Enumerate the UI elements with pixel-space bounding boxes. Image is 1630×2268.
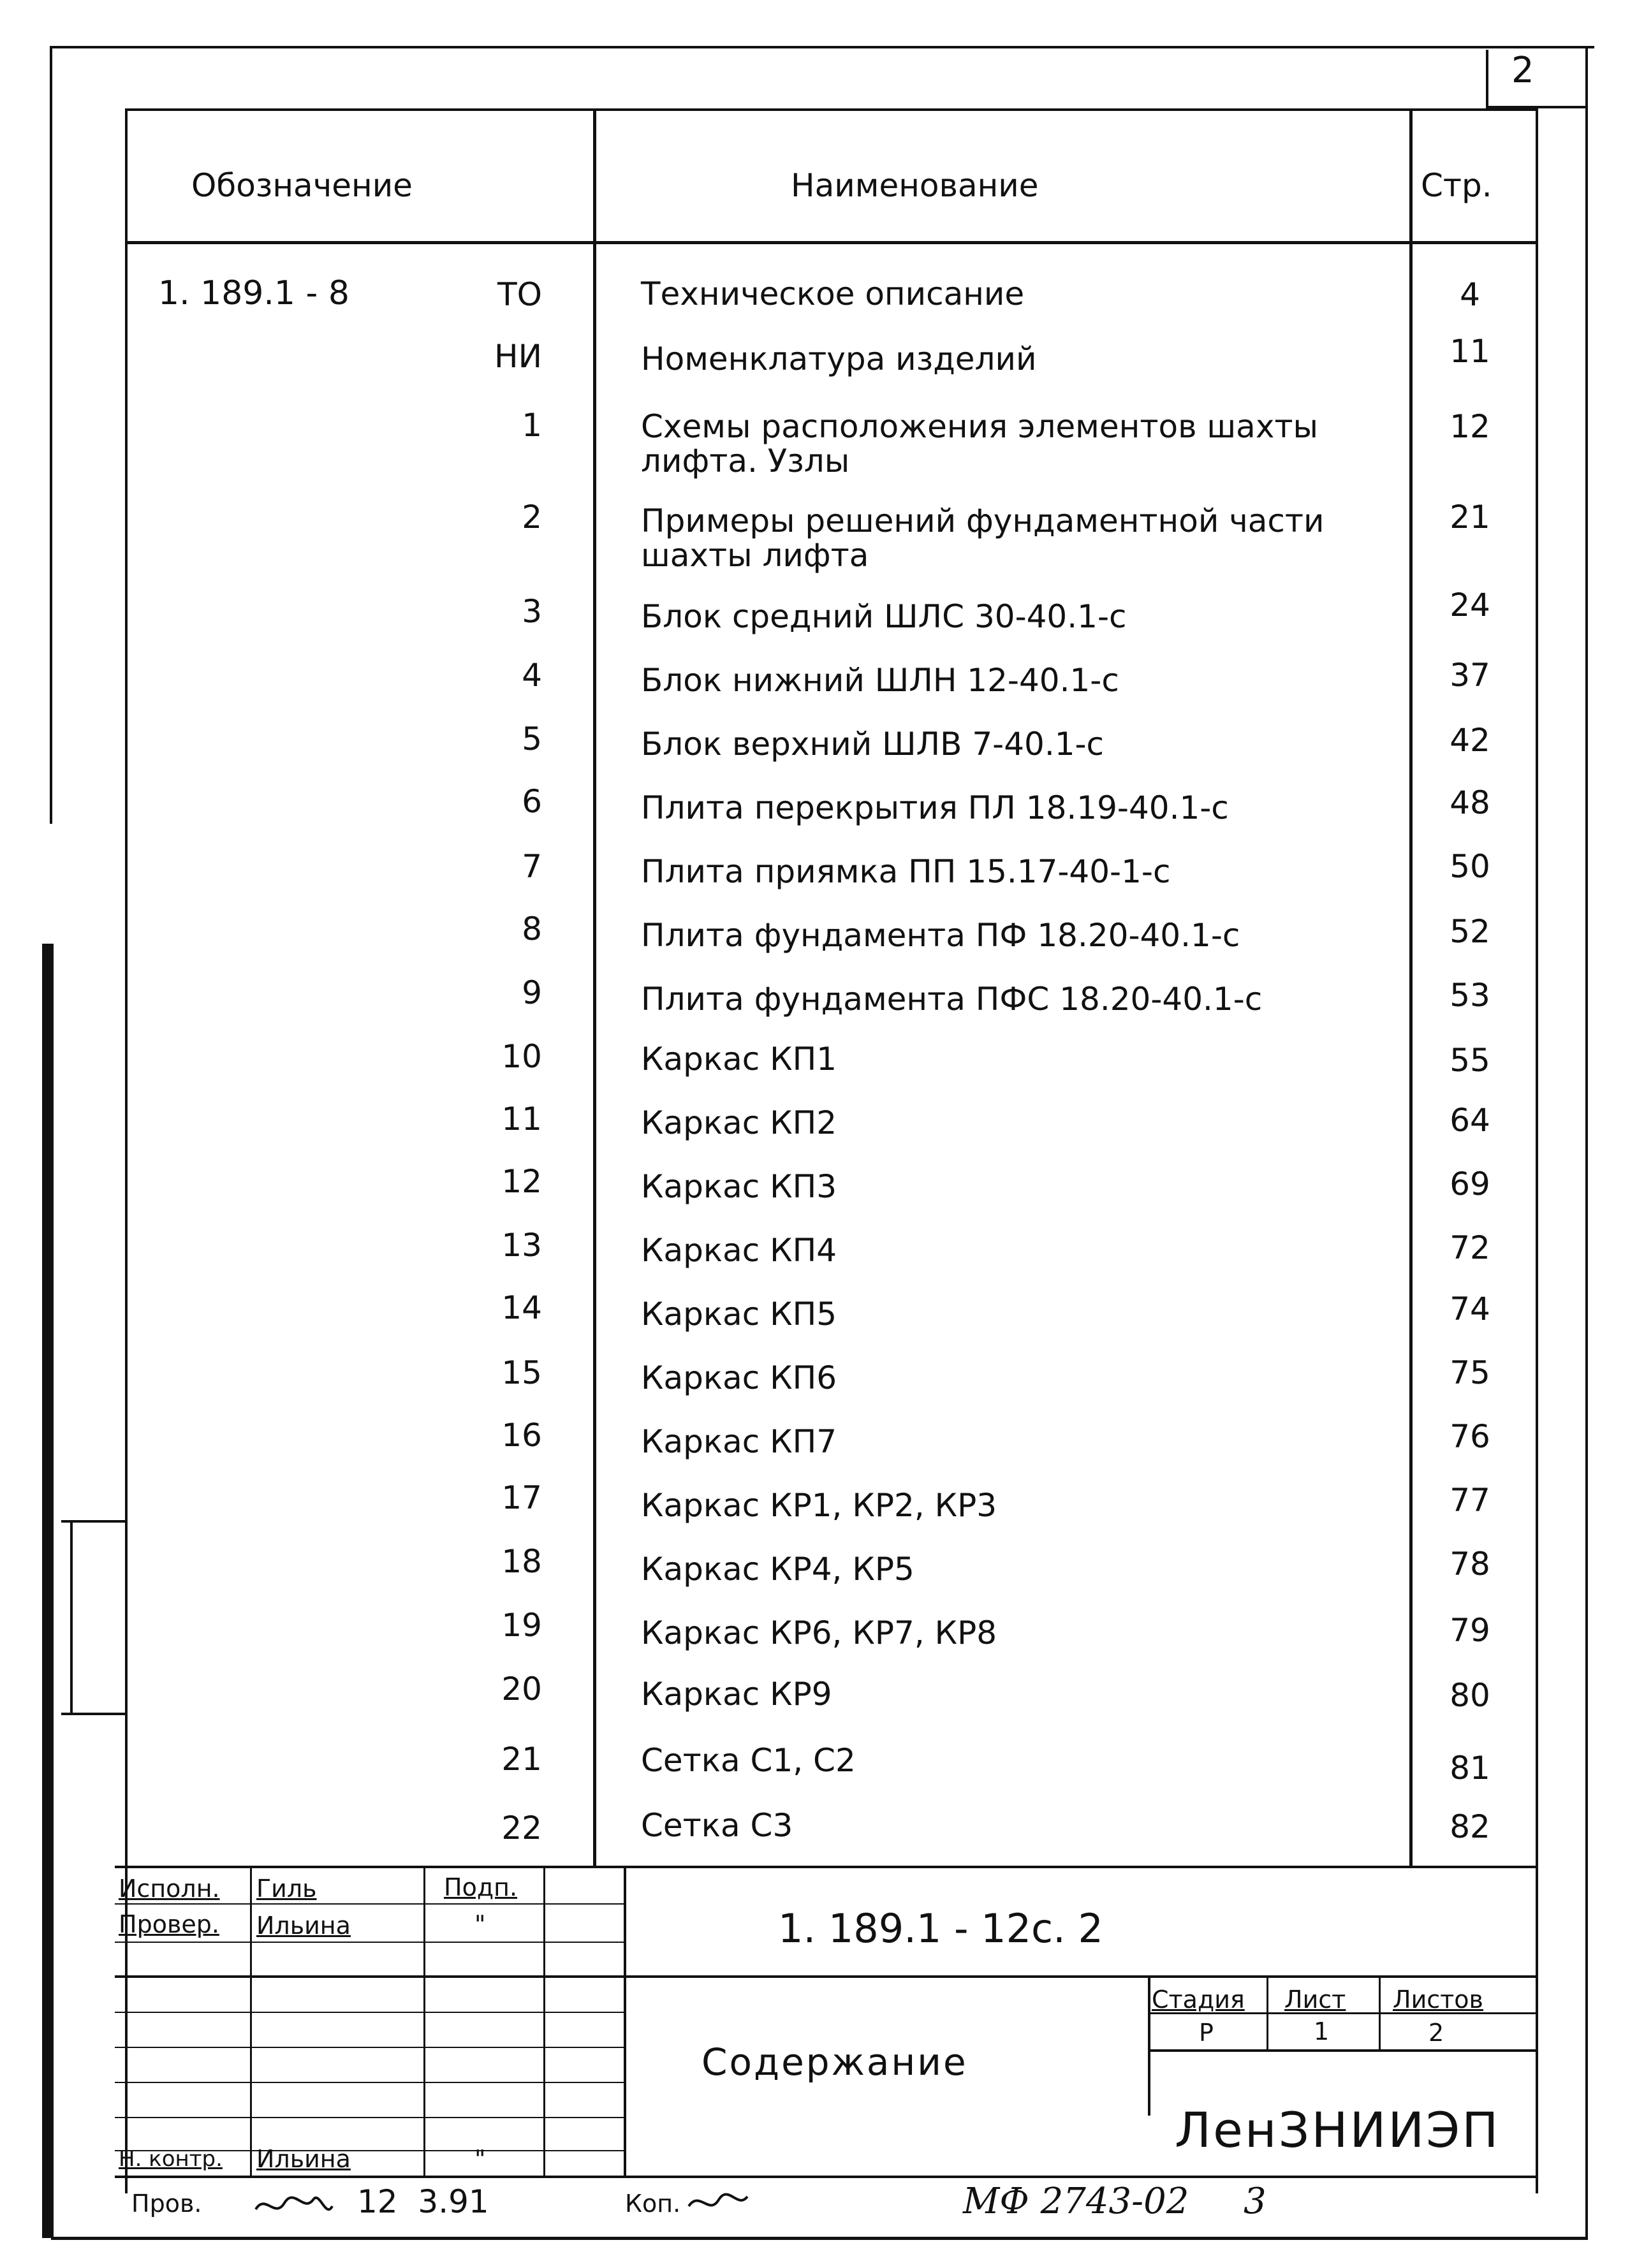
sheets-value: 2 — [1428, 2019, 1444, 2047]
row-name: Схемы расположения элементов шахты лифта. Узлы — [641, 408, 1319, 479]
outer-bottom-border — [51, 2237, 1588, 2240]
role-checker: Провер. — [119, 1910, 219, 1938]
titleblock-col2 — [423, 1866, 425, 2178]
titleblock-bottom — [115, 2176, 1538, 2178]
copy-signature — [684, 2181, 760, 2225]
row-number: 12 — [501, 1163, 542, 1200]
row-name: Блок нижний ШЛН 12-40.1-с — [641, 662, 1119, 699]
col-sep-designation — [593, 108, 596, 1868]
row-number: 5 — [522, 721, 542, 757]
row-number: 2 — [522, 499, 542, 536]
row-number: 16 — [501, 1417, 542, 1454]
header-designation: Обозначение — [191, 167, 413, 204]
row-number: 15 — [501, 1354, 542, 1391]
row-page: 81 — [1450, 1750, 1490, 1787]
sign-label: Подп. — [444, 1873, 518, 1901]
stage-label: Стадия — [1152, 1986, 1245, 2014]
row-name: Плита перекрытия ПЛ 18.19-40.1-с — [641, 789, 1229, 826]
row-page: 53 — [1450, 977, 1490, 1014]
inner-top-border — [125, 108, 1537, 111]
titleblock-row7 — [115, 2117, 625, 2118]
header-name: Наименование — [791, 167, 1039, 204]
row-number: 13 — [501, 1227, 542, 1264]
row-number: 17 — [501, 1479, 542, 1516]
row-page: 82 — [1450, 1808, 1490, 1845]
row-page: 12 — [1450, 408, 1490, 445]
titleblock-row6 — [115, 2082, 625, 2083]
row-page: 24 — [1450, 587, 1490, 624]
row-number: 18 — [501, 1543, 542, 1580]
row-page: 52 — [1450, 913, 1490, 950]
row-page: 50 — [1450, 848, 1490, 885]
copy-label: Коп. — [625, 2190, 681, 2218]
sheet-label: Лист — [1284, 1986, 1346, 2014]
row-page: 21 — [1450, 499, 1490, 536]
row-page: 55 — [1450, 1042, 1490, 1079]
titleblock-col3 — [543, 1866, 545, 2178]
row-page: 72 — [1450, 1229, 1490, 1266]
margin-stub-vertical — [70, 1520, 73, 1715]
row-page: 75 — [1450, 1354, 1490, 1391]
row-name: Каркас КП2 — [641, 1104, 837, 1141]
row-number: 1 — [522, 407, 542, 444]
inner-right-border — [1536, 108, 1538, 2193]
row-page: 76 — [1450, 1418, 1490, 1455]
row-name: Каркас КП3 — [641, 1168, 837, 1205]
row-number: 7 — [522, 848, 542, 885]
sign-checker: " — [474, 1910, 486, 1938]
checked-date: 12 3.91 — [357, 2183, 489, 2220]
role-developer: Исполн. — [119, 1875, 220, 1903]
row-name: Примеры решений фундаментной части шахты лифта — [641, 502, 1325, 574]
titleblock-row1 — [115, 1903, 625, 1905]
organization: ЛенЗНИИЭП — [1175, 2102, 1501, 2158]
row-name: Каркас КП5 — [641, 1296, 837, 1333]
sign-normcontrol: " — [474, 2145, 486, 2173]
sheets-label: Листов — [1393, 1986, 1483, 2014]
row-name: Плита фундамента ПФ 18.20-40.1-с — [641, 917, 1240, 954]
row-page: 42 — [1450, 722, 1490, 759]
doc-title: Содержание — [701, 2040, 968, 2084]
row-page: 77 — [1450, 1482, 1490, 1519]
row-name: Каркас КР9 — [641, 1676, 832, 1713]
row-name: Номенклатура изделий — [641, 340, 1037, 377]
row-number: 8 — [522, 911, 542, 947]
row-name: Техническое описание — [641, 275, 1025, 312]
sheet-value: 1 — [1314, 2017, 1330, 2045]
row-name: Блок верхний ШЛВ 7-40.1-с — [641, 726, 1105, 763]
row-number: 10 — [501, 1038, 542, 1075]
titleblock-row4 — [115, 2012, 625, 2013]
corner-mark: 2 — [1511, 50, 1534, 91]
row-number: 21 — [501, 1741, 542, 1778]
header-page: Стр. — [1421, 167, 1492, 204]
row-page: 64 — [1450, 1102, 1490, 1139]
row-page: 69 — [1450, 1166, 1490, 1203]
row-name: Сетка С3 — [641, 1807, 793, 1844]
row-number: 19 — [501, 1607, 542, 1644]
name-normcontrol: Ильина — [256, 2145, 351, 2173]
titleblock-top — [115, 1866, 1538, 1868]
checked-label: Пров. — [131, 2190, 202, 2218]
stage-value: Р — [1199, 2019, 1214, 2047]
row-page: 48 — [1450, 784, 1490, 821]
row-number: 22 — [501, 1810, 542, 1847]
row-page: 80 — [1450, 1677, 1490, 1714]
row-name: Плита приямка ПП 15.17-40-1-с — [641, 853, 1171, 890]
name-developer: Гиль — [256, 1875, 317, 1903]
row-name: Сетка С1, С2 — [641, 1742, 856, 1779]
header-separator — [125, 241, 1537, 244]
row-page: 79 — [1450, 1612, 1490, 1649]
row-number: НИ — [494, 338, 542, 375]
row-name: Плита фундамента ПФС 18.20-40.1-с — [641, 981, 1263, 1018]
row-name: Каркас КР6, КР7, КР8 — [641, 1614, 997, 1651]
titleblock-row2 — [115, 1942, 625, 1943]
row-page: 4 — [1460, 276, 1480, 313]
row-page: 78 — [1450, 1546, 1490, 1583]
doc-number: 1. 189.1 - 12с. 2 — [778, 1905, 1103, 1952]
row-name: Каркас КР4, КР5 — [641, 1551, 914, 1588]
row-name: Каркас КП7 — [641, 1423, 837, 1460]
name-checker: Ильина — [256, 1912, 351, 1940]
outer-right-border — [1585, 46, 1588, 2239]
row-number: 9 — [522, 974, 542, 1011]
margin-stub-bottom — [61, 1713, 128, 1715]
archive-code: МФ 2743-02 — [963, 2181, 1189, 2222]
row-name: Каркас КР1, КР2, КР3 — [641, 1487, 997, 1524]
titleblock-col4 — [624, 1866, 626, 2178]
titleblock-col1 — [250, 1866, 252, 2178]
row-number: 4 — [522, 657, 542, 694]
stage-block-bottom — [1148, 2049, 1538, 2052]
titleblock-row5 — [115, 2047, 625, 2048]
row-number: 6 — [522, 783, 542, 820]
row-name: Каркас КП1 — [641, 1041, 837, 1078]
archive-sheet: 3 — [1244, 2181, 1267, 2222]
role-normcontrol: Н. контр. — [119, 2146, 223, 2172]
row-number: 20 — [501, 1671, 542, 1708]
row-number: 3 — [522, 593, 542, 630]
document-code: 1. 189.1 - 8 — [158, 274, 349, 312]
col-sep-page — [1409, 108, 1413, 1868]
row-name: Блок средний ШЛС 30-40.1-с — [641, 598, 1127, 635]
titleblock-row3 — [115, 1975, 1538, 1978]
outer-left-border — [50, 46, 52, 824]
row-page: 11 — [1450, 333, 1490, 370]
row-name: Каркас КП4 — [641, 1232, 837, 1269]
row-number: 11 — [501, 1101, 542, 1138]
checked-signature — [253, 2181, 348, 2225]
row-page: 74 — [1450, 1291, 1490, 1328]
row-name: Каркас КП6 — [641, 1359, 837, 1396]
stage-block-left — [1148, 1975, 1150, 2116]
row-number: ТО — [497, 276, 542, 313]
row-page: 37 — [1450, 657, 1490, 694]
corner-box-left — [1486, 50, 1488, 107]
outer-top-border — [51, 46, 1594, 48]
row-number: 14 — [501, 1289, 542, 1326]
outer-left-border-lower — [42, 944, 54, 2238]
